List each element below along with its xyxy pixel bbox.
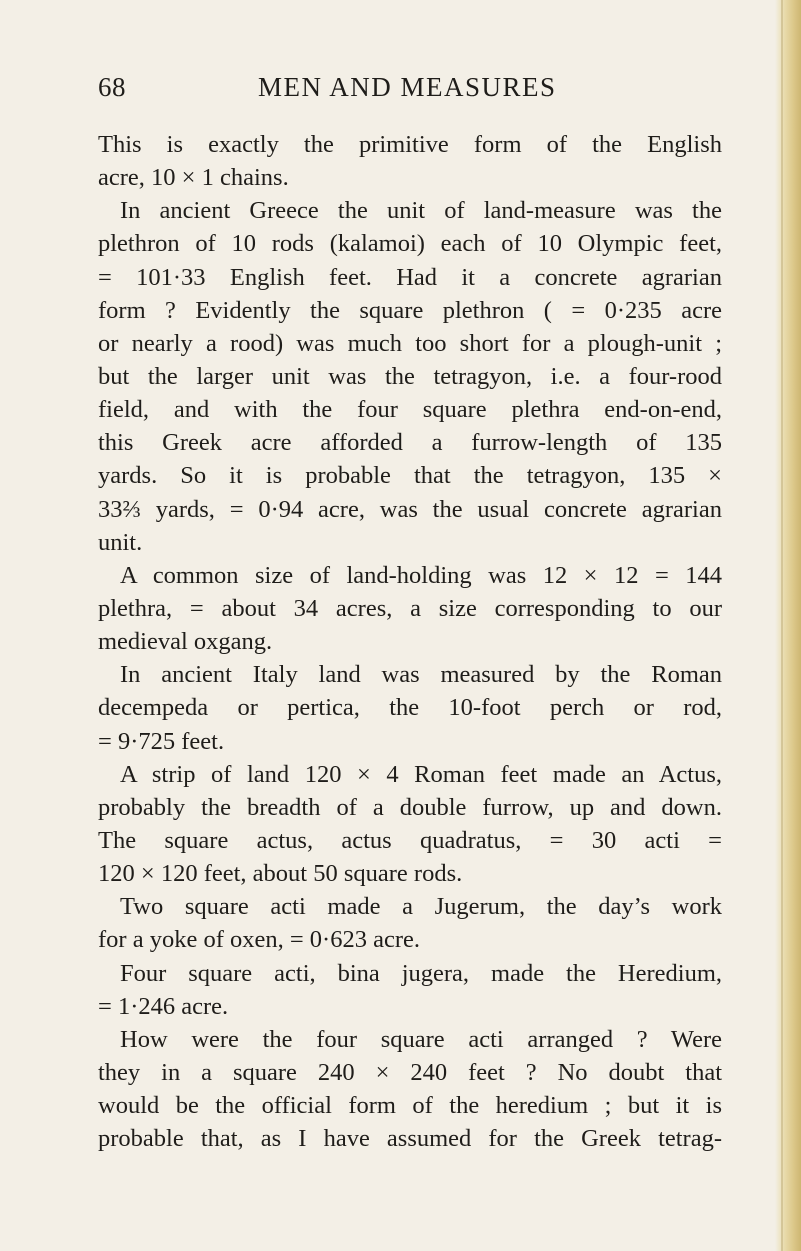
text-line: A common size of land-holding was 12 × 12 = 144 (120, 561, 722, 589)
text-line: this Greek acre afforded a furrow-length of 135 (98, 429, 722, 457)
body-text (98, 128, 722, 1155)
text-line: they in a square 240 × 240 feet ? No doubt that (98, 1058, 722, 1086)
text-line: medieval oxgang. (98, 628, 273, 656)
text-line: This is exactly the primitive form of the English (98, 131, 722, 158)
text-line: but the larger unit was the tetragyon, i.e. a four-rood (98, 362, 722, 390)
text-line: probably the breadth of a double furrow, up and down. (98, 793, 722, 821)
text-line: or nearly a rood) was much too short for a plough-unit ; (98, 329, 722, 357)
text-line: plethra, = about 34 acres, a size corresponding to our (98, 594, 722, 622)
text-line: for a yoke of oxen, = 0·623 acre. (98, 926, 420, 954)
text-line: would be the official form of the heredium ; but it is (98, 1092, 722, 1120)
text-line: In ancient Greece the unit of land-measure was the (120, 197, 722, 225)
text-line: The square actus, actus quadratus, = 30 acti = (98, 826, 722, 854)
text-line: field, and with the four square plethra end-on-end, (98, 396, 722, 424)
text-line: decempeda or pertica, the 10-foot perch or rod, (98, 694, 722, 722)
text-line: 33⅔ yards, = 0·94 acre, was the usual concrete agrarian (98, 495, 722, 523)
text-line: yards. So it is probable that the tetragyon, 135 × (98, 462, 722, 490)
page-edge-line (781, 0, 783, 1251)
text-line: Four square acti, bina jugera, made the Heredium, (120, 959, 722, 987)
text-line: plethron of 10 rods (kalamoi) each of 10 Olympic feet, (98, 230, 722, 258)
page-number: 68 (98, 72, 126, 102)
text-line: 120 × 120 feet, about 50 square rods. (98, 860, 463, 888)
text-line: = 1·246 acre. (98, 992, 229, 1020)
text-line: = 9·725 feet. (98, 727, 225, 755)
text-line: form ? Evidently the square plethron ( = 0·235 acre (98, 296, 722, 324)
text-line: In ancient Italy land was measured by the Roman (120, 661, 722, 689)
page-edge-shading (775, 0, 801, 1251)
text-line: probable that, as I have assumed for the Greek tetrag- (98, 1125, 722, 1153)
text-line: = 101·33 English feet. Had it a concrete agrarian (98, 263, 722, 291)
page-header (98, 72, 722, 106)
text-line: acre, 10 × 1 chains. (98, 164, 289, 192)
running-head: MEN AND MEASURES (258, 72, 557, 102)
text-line: Two square acti made a Jugerum, the day’s work (120, 893, 722, 921)
text-line: A strip of land 120 × 4 Roman feet made an Actus, (120, 760, 722, 788)
text-line: How were the four square acti arranged ? Were (120, 1025, 722, 1053)
text-line: unit. (98, 528, 143, 556)
